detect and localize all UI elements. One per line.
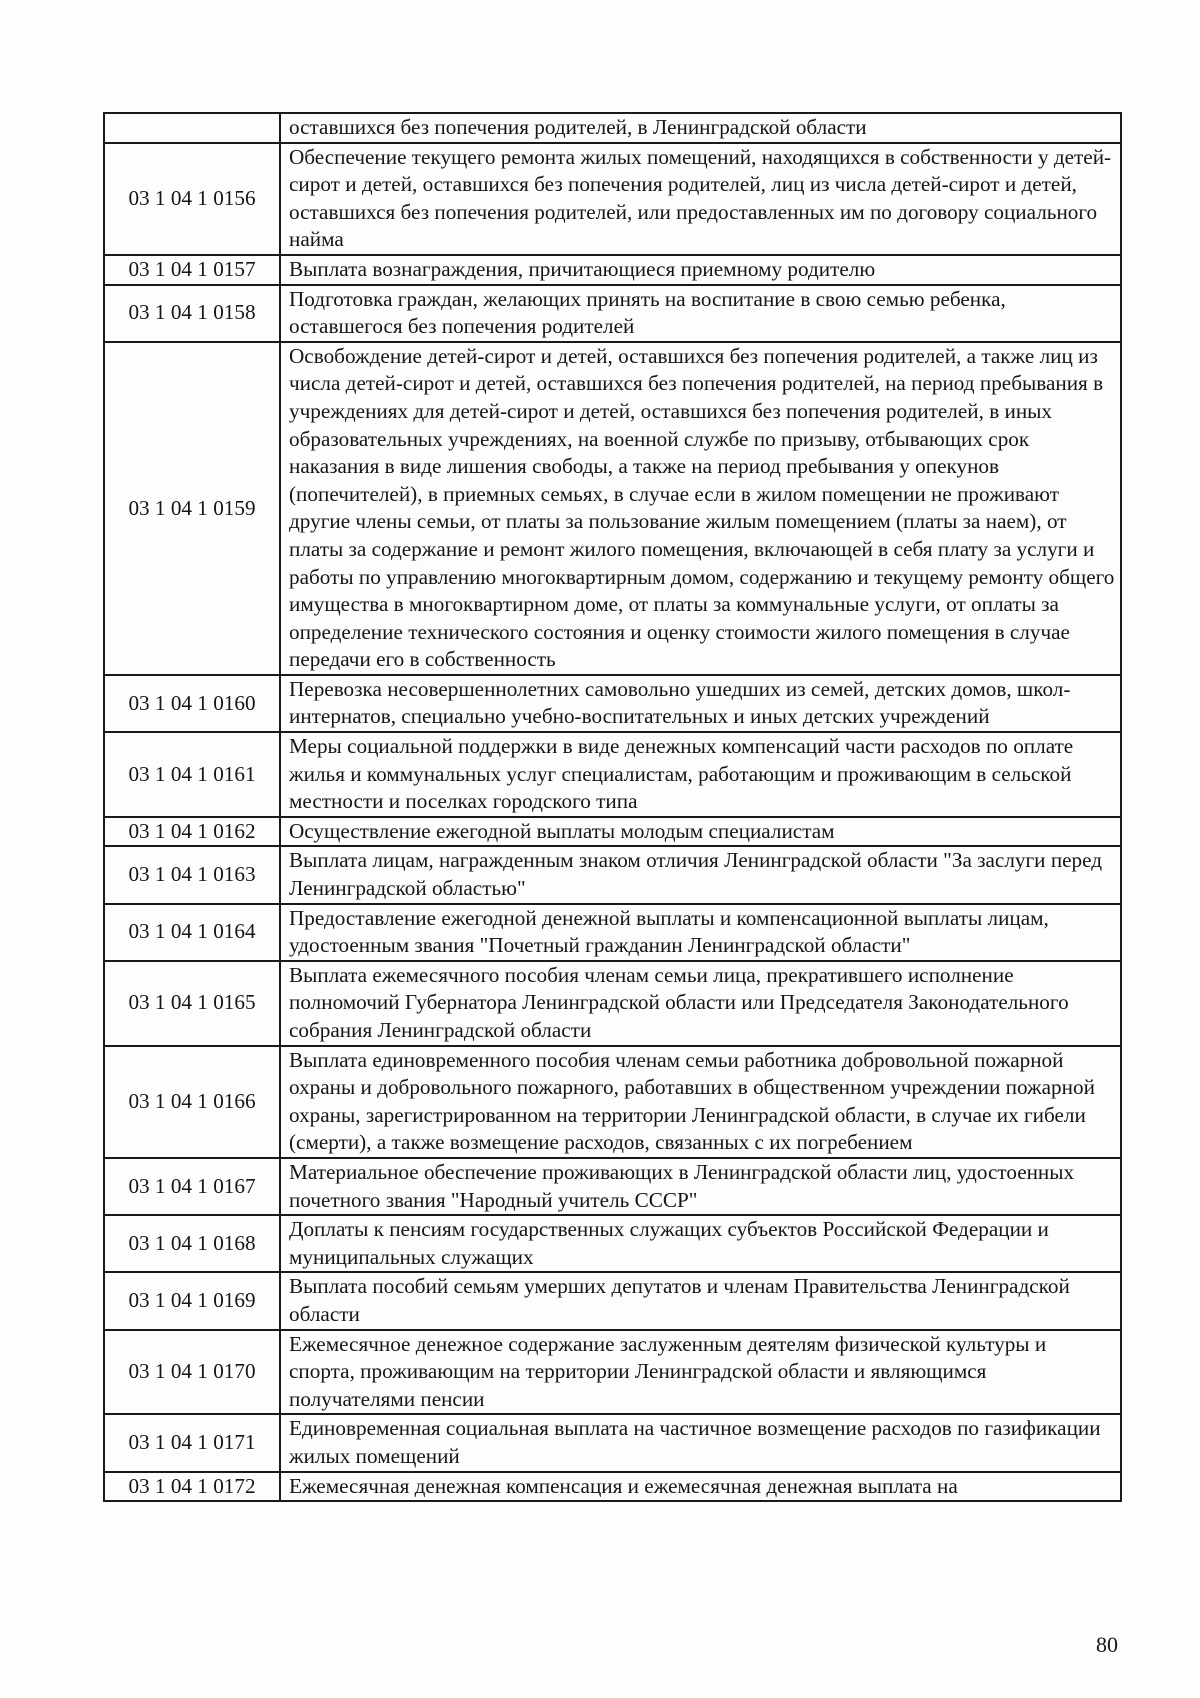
table-row bbox=[104, 1414, 1121, 1471]
row-description: Доплаты к пенсиям государственных служащих субъектов Российской Федерации и муниципальных служащих bbox=[280, 1215, 1121, 1272]
budget-codes-table bbox=[103, 112, 1122, 1502]
row-code: 03 1 04 1 0158 bbox=[104, 285, 280, 342]
row-description: Освобождение детей-сирот и детей, оставшихся без попечения родителей, а также лиц из числа детей-сирот и детей, оставшихся без попечения родителей, на период пребывания в учреждениях для детей-сирот и детей, оставшихся без попечения родителей, в иных образовательных учреждениях, на военной службе по призыву, отбывающих срок наказания в виде лишения свободы, а также на период пребывания у опекунов (попечителей), в приемных семьях, в случае если в жилом помещении не проживают другие члены семьи, от платы за пользование жилым помещением (платы за наем), от платы за содержание и ремонт жилого помещения, включающей в себя плату за услуги и работы по управлению многоквартирным домом, содержанию и текущему ремонту общего имущества в многоквартирном доме, от платы за коммунальные услуги, от оплаты за определение технического состояния и оценку стоимости жилого помещения в случае передачи его в собственность bbox=[280, 342, 1121, 675]
row-code: 03 1 04 1 0156 bbox=[104, 143, 280, 255]
row-description: Перевозка несовершеннолетних самовольно ушедших из семей, детских домов, школ-интернатов, специально учебно-воспитательных и иных детских учреждений bbox=[280, 675, 1121, 732]
table-row bbox=[104, 961, 1121, 1046]
table-row bbox=[104, 342, 1121, 675]
row-code: 03 1 04 1 0163 bbox=[104, 846, 280, 903]
table-row bbox=[104, 1272, 1121, 1329]
row-description: Выплата пособий семьям умерших депутатов и членам Правительства Ленинградской области bbox=[280, 1272, 1121, 1329]
row-code: 03 1 04 1 0172 bbox=[104, 1472, 280, 1502]
table-row bbox=[104, 1158, 1121, 1215]
row-code: 03 1 04 1 0167 bbox=[104, 1158, 280, 1215]
row-description: Осуществление ежегодной выплаты молодым специалистам bbox=[280, 817, 1121, 847]
row-description: Материальное обеспечение проживающих в Ленинградской области лиц, удостоенных почетного звания "Народный учитель СССР" bbox=[280, 1158, 1121, 1215]
row-description: Ежемесячная денежная компенсация и ежемесячная денежная выплата на bbox=[280, 1472, 1121, 1502]
row-code: 03 1 04 1 0169 bbox=[104, 1272, 280, 1329]
row-code: 03 1 04 1 0157 bbox=[104, 255, 280, 285]
row-description: Предоставление ежегодной денежной выплаты и компенсационной выплаты лицам, удостоенным звания "Почетный гражданин Ленинградской области" bbox=[280, 904, 1121, 961]
row-code: 03 1 04 1 0164 bbox=[104, 904, 280, 961]
page-number: 80 bbox=[1096, 1632, 1118, 1657]
table-row bbox=[104, 113, 1121, 143]
table-row bbox=[104, 1330, 1121, 1415]
row-code: 03 1 04 1 0160 bbox=[104, 675, 280, 732]
table-row bbox=[104, 143, 1121, 255]
table-row bbox=[104, 904, 1121, 961]
row-description: Выплата лицам, награжденным знаком отличия Ленинградской области "За заслуги перед Ленинградской областью" bbox=[280, 846, 1121, 903]
table-row bbox=[104, 1472, 1121, 1502]
table-row bbox=[104, 732, 1121, 817]
row-code bbox=[104, 113, 280, 143]
row-description: Единовременная социальная выплата на частичное возмещение расходов по газификации жилых помещений bbox=[280, 1414, 1121, 1471]
row-description: Обеспечение текущего ремонта жилых помещений, находящихся в собственности у детей-сирот и детей, оставшихся без попечения родителей, лиц из числа детей-сирот и детей, оставшихся без попечения родителей, или предоставленных им по договору социального найма bbox=[280, 143, 1121, 255]
row-description: Выплата вознаграждения, причитающиеся приемному родителю bbox=[280, 255, 1121, 285]
table-row bbox=[104, 255, 1121, 285]
row-description: Ежемесячное денежное содержание заслуженным деятелям физической культуры и спорта, проживающим на территории Ленинградской области и являющимся получателями пенсии bbox=[280, 1330, 1121, 1415]
table-row bbox=[104, 675, 1121, 732]
row-description: Меры социальной поддержки в виде денежных компенсаций части расходов по оплате жилья и коммунальных услуг специалистам, работающим и проживающим в сельской местности и поселках городского типа bbox=[280, 732, 1121, 817]
table-row bbox=[104, 285, 1121, 342]
table-row bbox=[104, 1215, 1121, 1272]
row-description: Выплата единовременного пособия членам семьи работника добровольной пожарной охраны и добровольного пожарного, работавших в общественном учреждении пожарной охраны, зарегистрированном на территории Ленинградской области, в случае их гибели (смерти), а также возмещение расходов, связанных с их погребением bbox=[280, 1046, 1121, 1158]
row-code: 03 1 04 1 0166 bbox=[104, 1046, 280, 1158]
row-code: 03 1 04 1 0161 bbox=[104, 732, 280, 817]
row-code: 03 1 04 1 0170 bbox=[104, 1330, 280, 1415]
row-code: 03 1 04 1 0171 bbox=[104, 1414, 280, 1471]
row-code: 03 1 04 1 0162 bbox=[104, 817, 280, 847]
row-description: Подготовка граждан, желающих принять на воспитание в свою семью ребенка, оставшегося без попечения родителей bbox=[280, 285, 1121, 342]
table-row bbox=[104, 1046, 1121, 1158]
row-code: 03 1 04 1 0159 bbox=[104, 342, 280, 675]
table-row bbox=[104, 846, 1121, 903]
row-description: оставшихся без попечения родителей, в Ленинградской области bbox=[280, 113, 1121, 143]
table-row bbox=[104, 817, 1121, 847]
row-code: 03 1 04 1 0165 bbox=[104, 961, 280, 1046]
row-code: 03 1 04 1 0168 bbox=[104, 1215, 280, 1272]
row-description: Выплата ежемесячного пособия членам семьи лица, прекратившего исполнение полномочий Губернатора Ленинградской области или Председателя Законодательного собрания Ленинградской области bbox=[280, 961, 1121, 1046]
